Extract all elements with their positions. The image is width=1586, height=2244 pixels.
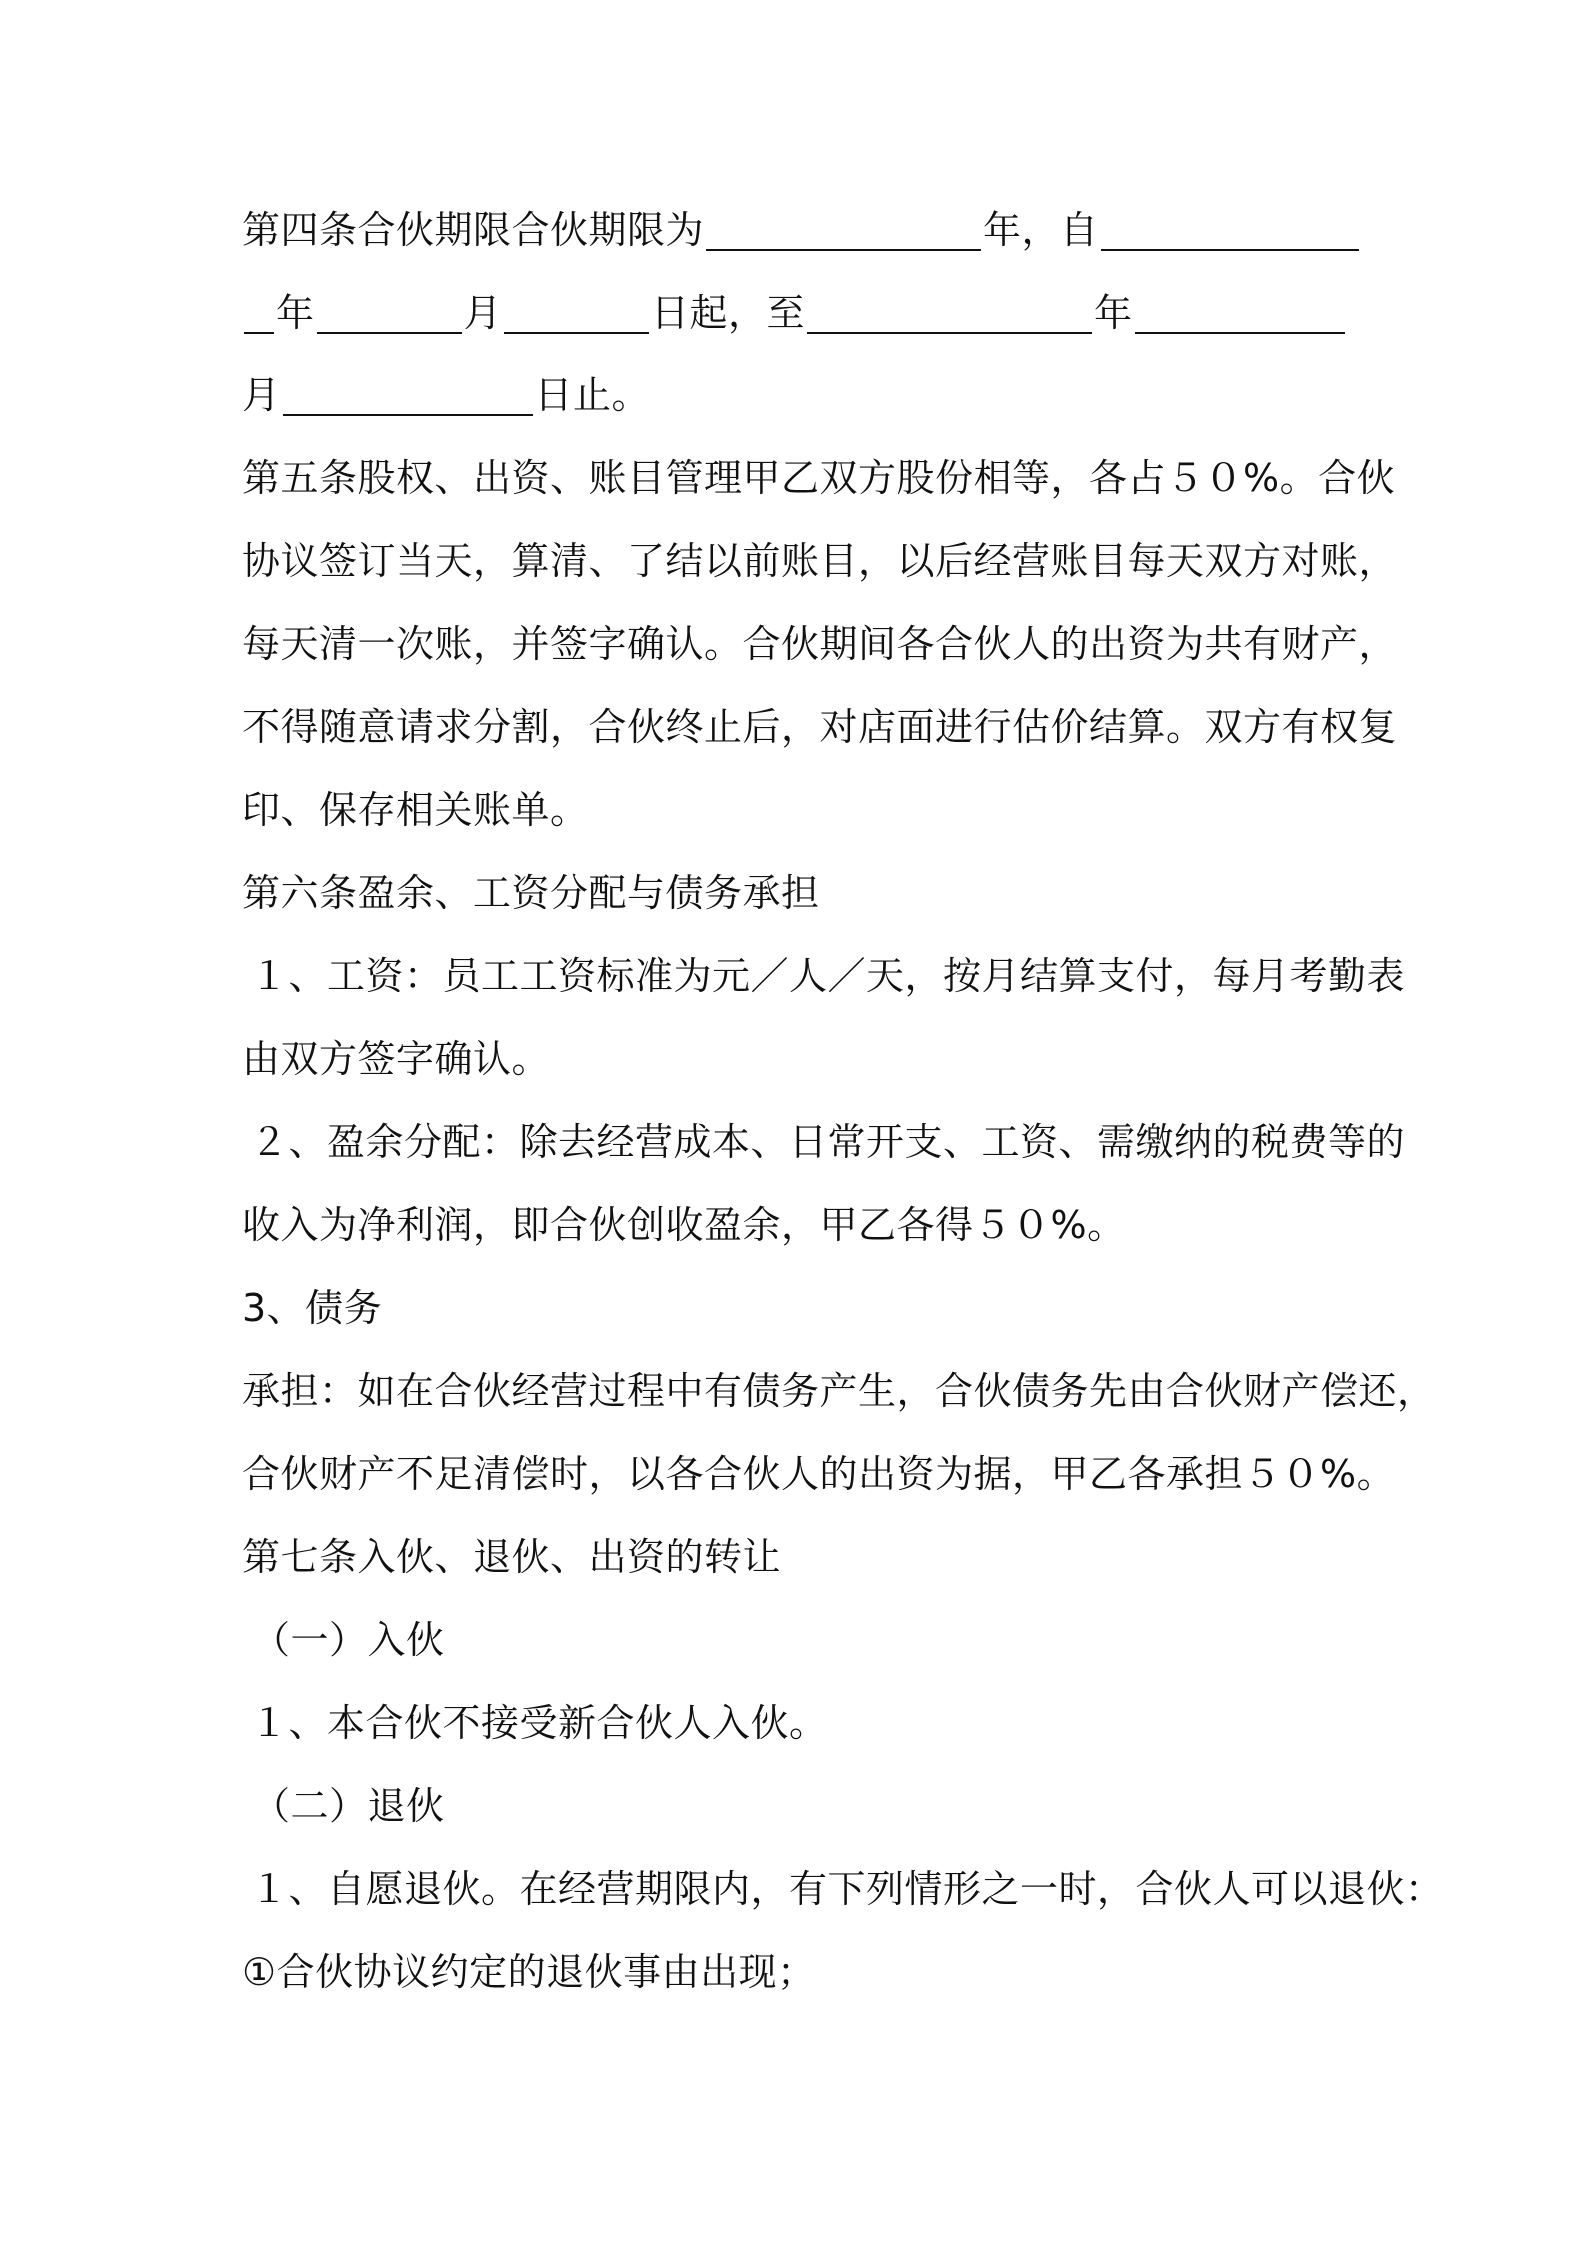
start-day-blank [504, 331, 649, 334]
article4-day-from-label: 日起，至 [651, 291, 806, 335]
article4-end-month-label: 月 [242, 373, 281, 417]
article5-line-1: 第五条股权、出资、账目管理甲乙双方股份相等，各占５０%。合伙 [242, 456, 1396, 500]
article4-start-month-label: 月 [463, 291, 503, 335]
article6-debt-line-1: 承担：如在合伙经营过程中有债务产生，合伙债务先由合伙财产偿还， [242, 1369, 1436, 1413]
article5-line-2: 协议签订当天，算清、了结以前账目，以后经营账目每天双方对账， [242, 539, 1398, 583]
start-year-blank-part2 [244, 331, 274, 334]
article5-line-3: 每天清一次账，并签字确认。合伙期间各合伙人的出资为共有财产， [242, 622, 1398, 666]
article4-line2 [242, 278, 1362, 348]
start-year-blank-part1 [1101, 248, 1359, 251]
article4-start-year-label: 年 [276, 291, 315, 335]
article4-end-year-label: 年 [1094, 291, 1133, 335]
article6-title: 第六条盈余、工资分配与债务承担 [242, 871, 820, 915]
end-month-blank [1135, 331, 1345, 334]
end-day-blank [283, 413, 533, 416]
article6-debt-line-2: 合伙财产不足清偿时，以各合伙人的出资为据，甲乙各承担５０%。 [242, 1452, 1396, 1496]
article7-title: 第七条入伙、退伙、出资的转让 [242, 1535, 782, 1579]
term-years-blank [706, 248, 981, 251]
article6-debt-title: 3、债务 [242, 1286, 383, 1330]
end-year-blank [807, 331, 1092, 334]
article7-exit-title: （二）退伙 [252, 1784, 445, 1828]
article7-join-title: （一）入伙 [252, 1618, 445, 1662]
article4-end-day-label: 日止。 [534, 373, 651, 417]
article4-from-label: ，自 [1021, 208, 1099, 252]
article7-exit-item: １、自愿退伙。在经营期限内，有下列情形之一时，合伙人可以退伙： [250, 1867, 1444, 1911]
article7-join-item: １、本合伙不接受新合伙人入伙。 [250, 1701, 828, 1745]
article5-line-4: 不得随意请求分割，合伙终止后，对店面进行估价结算。双方有权复 [242, 705, 1398, 749]
article4-year-label: 年 [983, 208, 1022, 252]
article7-exit-sub: ①合伙协议约定的退伙事由出现； [242, 1950, 816, 1994]
article6-salary-line-1: １、工资：员工工资标准为元／人／天，按月结算支付，每月考勤表 [250, 954, 1406, 998]
article6-salary-line-2: 由双方签字确认。 [242, 1037, 551, 1081]
article6-profit-line-2: 收入为净利润，即合伙创收盈余，甲乙各得５０%。 [242, 1203, 1126, 1247]
article6-profit-line-1: ２、盈余分配：除去经营成本、日常开支、工资、需缴纳的税费等的 [250, 1120, 1406, 1164]
article4-line1 [242, 195, 1362, 265]
article4-line3 [242, 360, 1362, 430]
start-month-blank [317, 331, 462, 334]
article5-line-5: 印、保存相关账单。 [242, 788, 589, 832]
article4-prefix: 第四条合伙期限合伙期限为 [242, 208, 705, 252]
